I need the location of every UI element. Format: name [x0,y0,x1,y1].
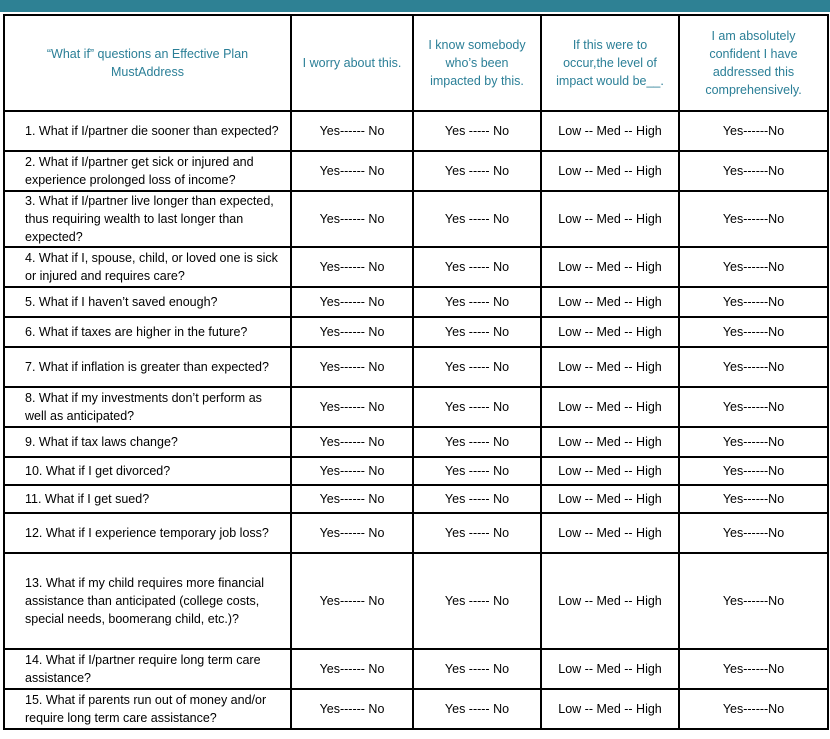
answer-know-somebody[interactable]: Yes ----- No [413,287,541,317]
header-impact-level: If this were to occur,the level of impact would be__. [541,15,679,111]
answer-know-somebody[interactable]: Yes ----- No [413,689,541,729]
answer-impact-level[interactable]: Low -- Med -- High [541,387,679,427]
answer-worry[interactable]: Yes------ No [291,649,413,689]
table-row [4,111,828,151]
header-questions: “What if” questions an Effective Plan MustAddress [4,15,291,111]
answer-confident[interactable]: Yes------No [679,191,828,247]
question-cell [4,387,291,427]
question-text: 12. What if I experience temporary job loss? [25,526,269,540]
question-text: 11. What if I get sued? [25,492,150,506]
table-row [4,191,828,247]
answer-impact-level[interactable]: Low -- Med -- High [541,247,679,287]
answer-know-somebody[interactable]: Yes ----- No [413,649,541,689]
answer-know-somebody[interactable]: Yes ----- No [413,553,541,649]
answer-know-somebody[interactable]: Yes ----- No [413,111,541,151]
question-cell [4,111,291,151]
table-row [4,513,828,553]
answer-worry[interactable]: Yes------ No [291,111,413,151]
answer-impact-level[interactable]: Low -- Med -- High [541,457,679,485]
question-text: 1. What if I/partner die sooner than expected? [25,124,279,138]
answer-know-somebody[interactable]: Yes ----- No [413,513,541,553]
question-text: 7. What if inflation is greater than expected? [25,360,269,374]
table-row [4,649,828,689]
answer-know-somebody[interactable]: Yes ----- No [413,457,541,485]
answer-confident[interactable]: Yes------No [679,457,828,485]
question-text: 8. What if my investments don’t perform as well as anticipated? [25,391,262,423]
answer-know-somebody[interactable]: Yes ----- No [413,427,541,457]
answer-impact-level[interactable]: Low -- Med -- High [541,191,679,247]
question-text: 6. What if taxes are higher in the future? [25,325,248,339]
answer-know-somebody[interactable]: Yes ----- No [413,151,541,191]
header-bar [0,0,830,12]
answer-confident[interactable]: Yes------No [679,485,828,513]
table-row [4,347,828,387]
question-text: 13. What if my child requires more financial assistance than anticipated (college costs, special needs, boomerang child, etc.)? [25,576,264,626]
answer-impact-level[interactable]: Low -- Med -- High [541,485,679,513]
answer-confident[interactable]: Yes------No [679,427,828,457]
question-cell [4,247,291,287]
answer-worry[interactable]: Yes------ No [291,317,413,347]
answer-confident[interactable]: Yes------No [679,317,828,347]
answer-impact-level[interactable]: Low -- Med -- High [541,347,679,387]
answer-confident[interactable]: Yes------No [679,689,828,729]
planning-questions-table [3,14,829,730]
table-row [4,485,828,513]
answer-impact-level[interactable]: Low -- Med -- High [541,553,679,649]
question-cell [4,427,291,457]
question-cell [4,513,291,553]
answer-know-somebody[interactable]: Yes ----- No [413,317,541,347]
header-worry: I worry about this. [291,15,413,111]
question-cell [4,347,291,387]
answer-worry[interactable]: Yes------ No [291,485,413,513]
answer-confident[interactable]: Yes------No [679,649,828,689]
question-text: 2. What if I/partner get sick or injured and experience prolonged loss of income? [25,155,254,187]
question-text: 5. What if I haven’t saved enough? [25,295,218,309]
answer-impact-level[interactable]: Low -- Med -- High [541,513,679,553]
answer-worry[interactable]: Yes------ No [291,553,413,649]
answer-impact-level[interactable]: Low -- Med -- High [541,649,679,689]
answer-worry[interactable]: Yes------ No [291,427,413,457]
answer-confident[interactable]: Yes------No [679,247,828,287]
question-text: 3. What if I/partner live longer than expected, thus requiring wealth to last longer than expected? [25,194,274,244]
answer-impact-level[interactable]: Low -- Med -- High [541,427,679,457]
question-cell [4,649,291,689]
answer-worry[interactable]: Yes------ No [291,287,413,317]
answer-worry[interactable]: Yes------ No [291,347,413,387]
table-row [4,151,828,191]
question-cell [4,151,291,191]
answer-worry[interactable]: Yes------ No [291,191,413,247]
question-cell [4,457,291,485]
header-know-somebody: I know somebody who’s been impacted by this. [413,15,541,111]
answer-impact-level[interactable]: Low -- Med -- High [541,287,679,317]
answer-impact-level[interactable]: Low -- Med -- High [541,689,679,729]
answer-confident[interactable]: Yes------No [679,513,828,553]
answer-worry[interactable]: Yes------ No [291,151,413,191]
answer-confident[interactable]: Yes------No [679,111,828,151]
answer-know-somebody[interactable]: Yes ----- No [413,347,541,387]
table-row [4,387,828,427]
question-cell [4,485,291,513]
answer-know-somebody[interactable]: Yes ----- No [413,485,541,513]
table-row [4,247,828,287]
table-row [4,317,828,347]
question-cell [4,191,291,247]
question-text: 4. What if I, spouse, child, or loved one is sick or injured and requires care? [25,251,278,283]
answer-know-somebody[interactable]: Yes ----- No [413,191,541,247]
answer-confident[interactable]: Yes------No [679,347,828,387]
answer-confident[interactable]: Yes------No [679,287,828,317]
question-text: 14. What if I/partner require long term care assistance? [25,653,261,685]
table-row [4,457,828,485]
header-confident: I am absolutely confident I have addressed this comprehensively. [679,15,828,111]
question-cell [4,287,291,317]
answer-worry[interactable]: Yes------ No [291,387,413,427]
answer-know-somebody[interactable]: Yes ----- No [413,387,541,427]
answer-confident[interactable]: Yes------No [679,387,828,427]
table-row [4,553,828,649]
answer-worry[interactable]: Yes------ No [291,247,413,287]
question-cell [4,689,291,729]
table-row [4,287,828,317]
answer-impact-level[interactable]: Low -- Med -- High [541,111,679,151]
answer-worry[interactable]: Yes------ No [291,457,413,485]
question-text: 10. What if I get divorced? [25,464,171,478]
answer-worry[interactable]: Yes------ No [291,689,413,729]
question-cell [4,553,291,649]
question-text: 15. What if parents run out of money and/or require long term care assistance? [25,693,267,725]
table-row [4,427,828,457]
answer-confident[interactable]: Yes------No [679,553,828,649]
answer-worry[interactable]: Yes------ No [291,513,413,553]
question-cell [4,317,291,347]
answer-impact-level[interactable]: Low -- Med -- High [541,151,679,191]
header-row [4,15,828,111]
table-row [4,689,828,729]
answer-confident[interactable]: Yes------No [679,151,828,191]
answer-impact-level[interactable]: Low -- Med -- High [541,317,679,347]
answer-know-somebody[interactable]: Yes ----- No [413,247,541,287]
question-text: 9. What if tax laws change? [25,435,178,449]
